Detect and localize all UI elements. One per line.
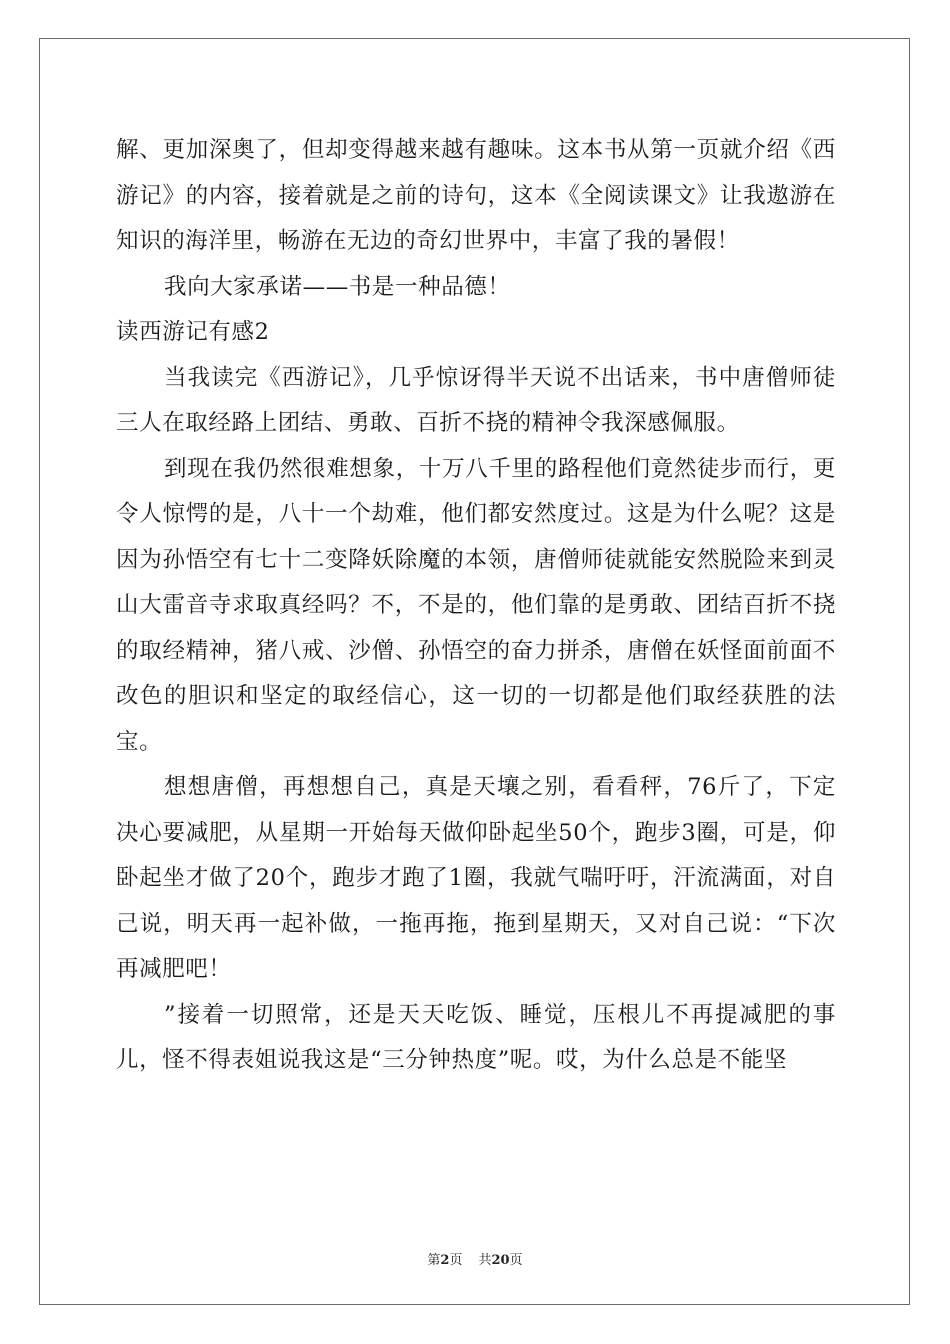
document-body bbox=[116, 128, 836, 1084]
paragraph-3: 当我读完《西游记》，几乎惊讶得半天说不出话来，书中唐僧师徒三人在取经路上团结、勇敢、百折不挠的精神令我深感佩服。 bbox=[116, 364, 836, 436]
paragraph-4: 到现在我仍然很难想象，十万八千里的路程他们竟然徒步而行，更令人惊愕的是，八十一个劫难，他们都安然度过。这是为什么呢？这是因为孙悟空有七十二变降妖除魔的本领，唐僧师徒就能安然脱险来到灵山大雷音寺求取真经吗？不，不是的，他们靠的是勇敢、团结百折不挠的取经精神，猪八戒、沙僧、孙悟空的奋力拼杀，唐僧在妖怪面前面不改色的胆识和坚定的取经信心，这一切的一切都是他们取经获胜的法宝。 bbox=[116, 455, 836, 755]
page-prefix: 第 bbox=[427, 1253, 441, 1268]
section-heading: 读西游记有感2 bbox=[116, 319, 270, 345]
paragraph-1: 解、更加深奥了，但却变得越来越有趣味。这本书从第一页就介绍《西游记》的内容，接着就是之前的诗句，这本《全阅读课文》让我遨游在知识的海洋里，畅游在无边的奇幻世界中，丰富了我的暑假！ bbox=[116, 137, 836, 254]
paragraph-6: ”接着一切照常，还是天天吃饭、睡觉，压根儿不再提减肥的事儿，怪不得表姐说我这是“三分钟热度”呢。哎，为什么总是不能坚 bbox=[116, 1001, 836, 1073]
total-pages: 20 bbox=[491, 1253, 510, 1268]
paragraph-5: 想想唐僧，再想想自己，真是天壤之别，看看秤，76斤了，下定决心要减肥，从星期一开始每天做仰卧起坐50个，跑步3圈，可是，仰卧起坐才做了20个，跑步才跑了1圈，我就气喘吁吁，汗流满面，对自己说，明天再一起补做，一拖再拖，拖到星期天，又对自己说：“下次再减肥吧！ bbox=[116, 774, 836, 982]
page-suffix: 页 bbox=[449, 1253, 463, 1268]
page-number: 2 bbox=[440, 1253, 450, 1268]
paragraph-2: 我向大家承诺——书是一种品德！ bbox=[164, 273, 511, 300]
total-suffix: 页 bbox=[509, 1253, 523, 1268]
page-footer bbox=[0, 1249, 950, 1268]
total-prefix: 共 bbox=[478, 1253, 492, 1268]
